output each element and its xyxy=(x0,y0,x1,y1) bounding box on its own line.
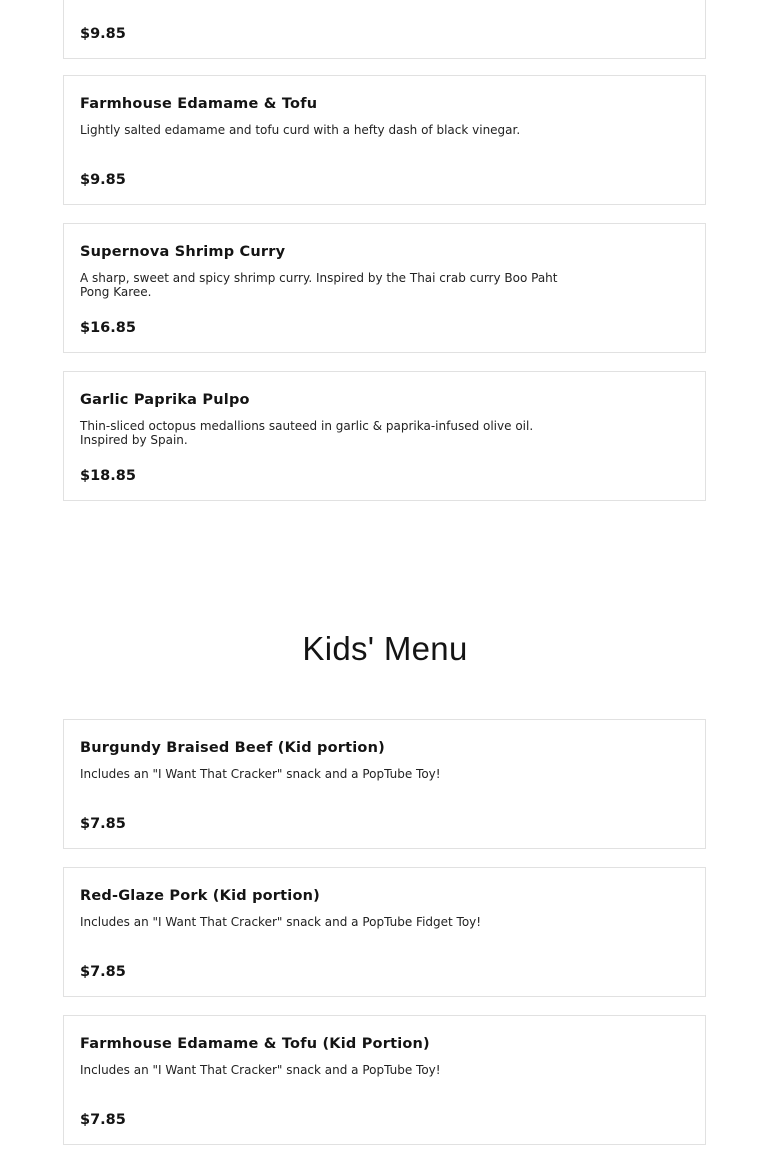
menu-item-description: Lightly salted edamame and tofu curd with a hefty dash of black vinegar. xyxy=(80,123,521,137)
menu-item-price: $9.85 xyxy=(80,26,126,42)
menu-item-description: A sharp, sweet and spicy shrimp curry. Inspired by the Thai crab curry Boo Paht Pong Karee. xyxy=(80,271,558,299)
menu-item-name: Red-Glaze Pork (Kid portion) xyxy=(80,888,320,904)
menu-item-price: $7.85 xyxy=(80,964,126,980)
menu-item-card[interactable] xyxy=(63,0,706,59)
menu-item-description: Includes an "I Want That Cracker" snack and a PopTube Toy! xyxy=(80,767,441,781)
menu-item-name: Farmhouse Edamame & Tofu (Kid Portion) xyxy=(80,1036,430,1052)
menu-item-name: Burgundy Braised Beef (Kid portion) xyxy=(80,740,385,756)
menu-item-card[interactable] xyxy=(63,223,706,353)
menu-item-name: Farmhouse Edamame & Tofu xyxy=(80,96,318,112)
menu-item-card[interactable] xyxy=(63,371,706,501)
menu-item-price: $16.85 xyxy=(80,320,136,336)
menu-item-description: Includes an "I Want That Cracker" snack and a PopTube Fidget Toy! xyxy=(80,915,482,929)
menu-item-price: $18.85 xyxy=(80,468,136,484)
menu-item-price: $7.85 xyxy=(80,816,126,832)
kids-menu-item-card[interactable] xyxy=(63,1015,706,1145)
kids-menu-item-card[interactable] xyxy=(63,719,706,849)
menu-item-price: $7.85 xyxy=(80,1112,126,1128)
menu-item-description: Includes an "I Want That Cracker" snack and a PopTube Toy! xyxy=(80,1063,441,1077)
menu-item-name: Supernova Shrimp Curry xyxy=(80,244,286,260)
kids-menu-heading: Kids' Menu xyxy=(302,630,468,667)
menu-item-price: $9.85 xyxy=(80,172,126,188)
kids-menu-item-card[interactable] xyxy=(63,867,706,997)
menu-item-description: Thin-sliced octopus medallions sauteed in garlic & paprika-infused olive oil. Inspired by Spain. xyxy=(80,419,534,447)
menu-item-card[interactable] xyxy=(63,75,706,205)
menu-item-name: Garlic Paprika Pulpo xyxy=(80,392,250,408)
